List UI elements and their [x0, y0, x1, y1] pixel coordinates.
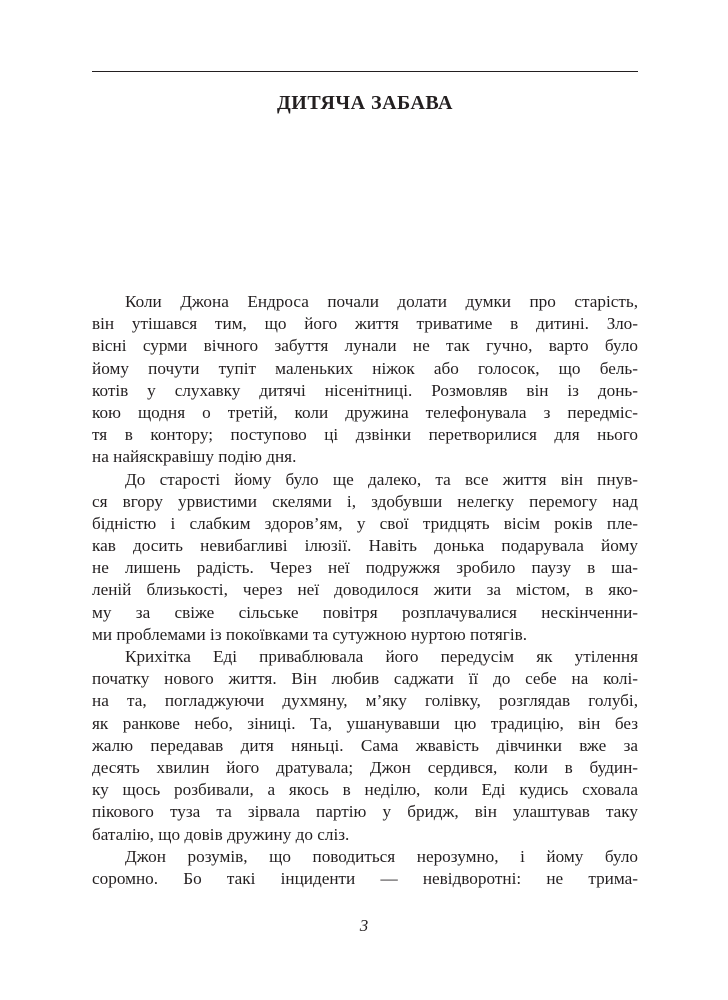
page-number: 3 [359, 916, 369, 935]
text-line: не лишень радість. Через неї подружжя зробило паузу в ша- [92, 558, 638, 578]
text-line: йому почути тупіт маленьких ніжок або голосок, що бель- [92, 358, 638, 378]
text-line: леній близькості, через неї доводилося жити за містом, в яко- [92, 580, 638, 600]
text-line: десять хвилин його дратувала; Джон сердився, коли в будин- [92, 757, 638, 777]
text-line: як ранкове небо, зіниці. Та, ушанувавши цю традицію, він без [92, 713, 638, 733]
text-line: ми проблемами із покоївками та сутужною нуртою потягів. [92, 624, 528, 644]
text-line: До старості йому було ще далеко, та все життя він пнув- [125, 469, 638, 489]
text-line: на та, погладжуючи духмяну, м’яку голівку, розглядав голубі, [92, 691, 638, 711]
text-line: пікового туза та зірвала партію у бридж, він улаштував таку [92, 802, 638, 822]
text-line: Джон розумів, що поводиться нерозумно, і йому було [125, 846, 638, 866]
text-line: Крихітка Еді приваблювала його передусім як утілення [125, 647, 638, 666]
chapter-title: ДИТЯЧА ЗАБАВА [277, 92, 453, 114]
text-line: бідністю і слабким здоров’ям, у свої тридцять вісім років пле- [92, 513, 638, 533]
text-line: вісні сурми вічного забуття лунали не так гучно, варто було [92, 336, 638, 356]
text-line: Коли Джона Ендроса почали долати думки про старість, [125, 292, 638, 311]
text-line: баталію, що довів дружину до сліз. [92, 824, 350, 844]
text-line: кою щодня о третій, коли дружина телефонувала з передміс- [92, 402, 638, 422]
header-rule [92, 71, 638, 72]
text-line: му за свіже сільське повітря розплачувалися нескінченни- [92, 602, 638, 622]
text-line: соромно. Бо такі інциденти — невідворотні: не трима- [92, 868, 638, 888]
text-line: тя в контору; поступово ці дзвінки перетворилися для нього [92, 425, 638, 445]
text-line: ку щось розбивали, а якось в неділю, коли Еді кудись сховала [92, 780, 638, 800]
text-line: котів у слухавку дитячі нісенітниці. Розмовляв він із донь- [92, 380, 638, 400]
text-line: кав досить невибагливі ілюзії. Навіть донька подарувала йому [92, 536, 638, 556]
body-text [92, 291, 638, 890]
text-line: на найяскравішу подію дня. [92, 447, 297, 467]
text-line: він утішався тим, що його життя триватиме в дитині. Зло- [92, 314, 638, 334]
text-line: початку нового життя. Він любив саджати її до себе на колі- [92, 669, 638, 689]
text-line: жалю передавав дитя няньці. Сама жвавість дівчинки вже за [92, 735, 638, 755]
text-line: ся вгору урвистими скелями і, здобувши нелегку перемогу над [92, 491, 638, 511]
